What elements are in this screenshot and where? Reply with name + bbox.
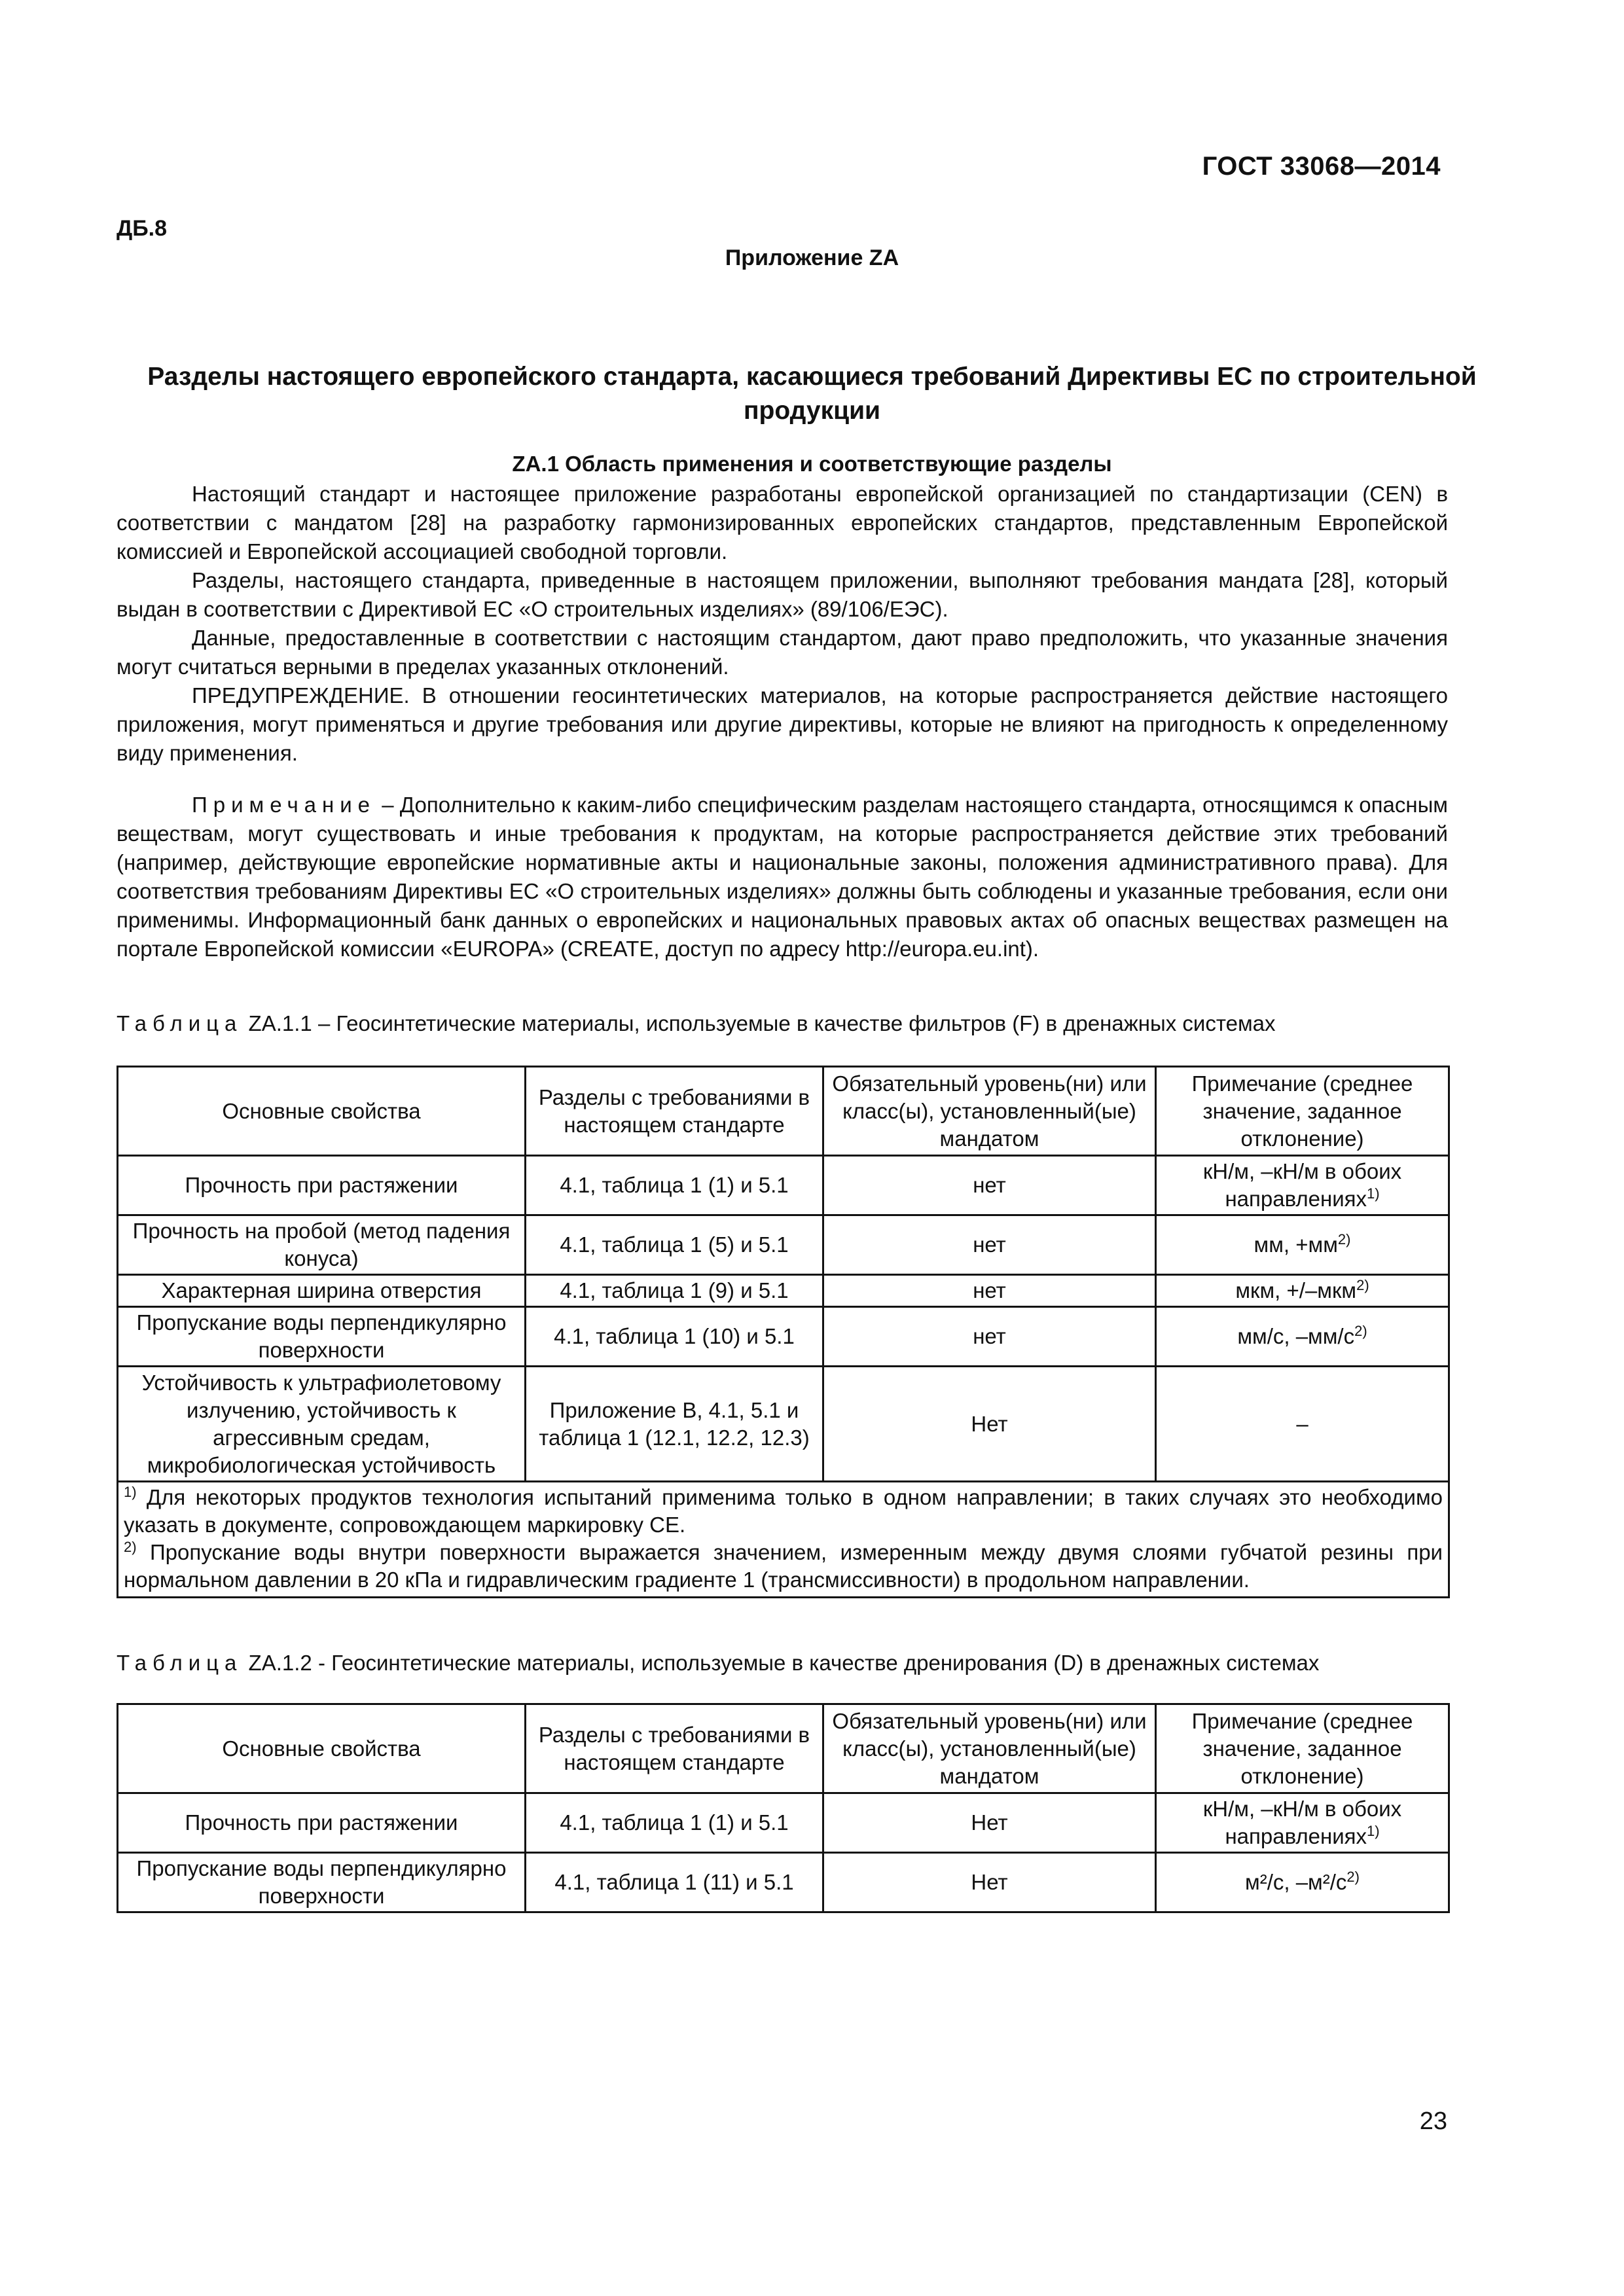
footnote-mark: 1)	[1367, 1185, 1380, 1202]
property-cell: Прочность при растяжении	[118, 1793, 526, 1853]
property-cell: Прочность при растяжении	[118, 1156, 526, 1215]
sections-cell: 4.1, таблица 1 (1) и 5.1	[526, 1156, 823, 1215]
paragraph: ПРЕДУПРЕЖДЕНИЕ. В отношении геосинтетических материалов, на которые распространяется действие настоящего приложения, могут применяться и другие требования или другие директивы, которые не влияют на пригодность к определенному виду применения.	[117, 683, 1448, 765]
level-cell: Нет	[823, 1793, 1156, 1853]
footnote-mark: 1)	[1367, 1823, 1380, 1839]
footnote-mark: 2)	[1354, 1323, 1367, 1339]
note-cell	[1156, 1275, 1449, 1307]
note-cell	[1156, 1215, 1449, 1275]
note-value: кН/м, –кН/м в обоих направлениях	[1202, 1159, 1402, 1211]
level-cell: нет	[823, 1215, 1156, 1275]
header-cell: Примечание (среднее значение, заданное отклонение)	[1156, 1704, 1449, 1793]
paragraph: Данные, предоставленные в соответствии с настоящим стандартом, дают право предположить, что указанные значения могут считаться верными в пределах указанных отклонений.	[117, 626, 1448, 679]
header-cell: Основные свойства	[118, 1704, 526, 1793]
table-row	[118, 1307, 1449, 1367]
note-cell	[1156, 1156, 1449, 1215]
level-cell: нет	[823, 1275, 1156, 1307]
property-cell: Пропускание воды перпендикулярно поверхности	[118, 1853, 526, 1912]
table-1-caption	[117, 1010, 1448, 1037]
table-2-caption	[117, 1649, 1448, 1677]
table-1-label: Таблица	[117, 1011, 243, 1035]
table-1	[117, 1066, 1450, 1598]
note-cell: –	[1156, 1367, 1449, 1482]
footnote	[124, 1539, 1443, 1594]
header-cell: Обязательный уровень(ни) или класс(ы), установленный(ые) мандатом	[823, 1067, 1156, 1156]
note-value: мм, +мм	[1254, 1232, 1338, 1257]
table-row	[118, 1853, 1449, 1912]
table-row	[118, 1793, 1449, 1853]
footnote	[124, 1484, 1443, 1539]
sections-cell: 4.1, таблица 1 (9) и 5.1	[526, 1275, 823, 1307]
note-value: кН/м, –кН/м в обоих направлениях	[1202, 1797, 1402, 1848]
table-footnotes-row	[118, 1482, 1449, 1598]
note-cell	[1156, 1307, 1449, 1367]
header-cell: Примечание (среднее значение, заданное отклонение)	[1156, 1067, 1449, 1156]
table-row	[118, 1275, 1449, 1307]
paragraph: Разделы, настоящего стандарта, приведенные в настоящем приложении, выполняют требования мандата [28], который выдан в соответствии с Директивой ЕС «О строительных изделиях» (89/106/ЕЭС).	[117, 568, 1448, 621]
table-1-caption-text: ZA.1.1 – Геосинтетические материалы, используемые в качестве фильтров (F) в дренажных системах	[242, 1011, 1276, 1035]
footnote-mark: 2)	[1356, 1277, 1369, 1293]
standard-code: ГОСТ 33068—2014	[1202, 152, 1441, 181]
table-2-caption-text: ZA.1.2 - Геосинтетические материалы, используемые в качестве дренирования (D) в дренажных системах	[242, 1651, 1320, 1675]
footnote-mark: 2)	[1337, 1231, 1351, 1247]
table-header-row	[118, 1067, 1449, 1156]
level-cell: нет	[823, 1156, 1156, 1215]
footnotes-cell	[118, 1482, 1449, 1598]
footnote-mark: 1)	[124, 1484, 137, 1500]
table-row	[118, 1367, 1449, 1482]
note-value: м²/с, –м²/с	[1245, 1870, 1347, 1894]
appendix-title: Приложение ZA	[725, 245, 899, 270]
table-header-row	[118, 1704, 1449, 1793]
level-cell: нет	[823, 1307, 1156, 1367]
note-block	[117, 791, 1448, 963]
sections-cell: Приложение B, 4.1, 5.1 и таблица 1 (12.1, 12.2, 12.3)	[526, 1367, 823, 1482]
sections-cell: 4.1, таблица 1 (11) и 5.1	[526, 1853, 823, 1912]
section-heading: ZA.1 Область применения и соответствующие разделы	[512, 452, 1112, 476]
table-row	[118, 1156, 1449, 1215]
paragraphs	[117, 480, 1448, 768]
property-cell: Характерная ширина отверстия	[118, 1275, 526, 1307]
level-cell: Нет	[823, 1853, 1156, 1912]
page-number: 23	[1419, 2108, 1447, 2135]
note-cell	[1156, 1793, 1449, 1853]
header-cell: Основные свойства	[118, 1067, 526, 1156]
header-cell: Обязательный уровень(ни) или класс(ы), установленный(ые) мандатом	[823, 1704, 1156, 1793]
table-row	[118, 1215, 1449, 1275]
footnote-mark: 2)	[124, 1539, 137, 1555]
level-cell: Нет	[823, 1367, 1156, 1482]
note-label: Примечание	[192, 793, 376, 817]
table-2	[117, 1703, 1450, 1913]
footnote-text: Пропускание воды внутри поверхности выражается значением, измеренным между двумя слоями губчатой резины при нормальном давлении в 20 кПа и гидравлическим градиенте 1 (трансмиссивности) в продольном направлении.	[124, 1540, 1443, 1592]
note-cell	[1156, 1853, 1449, 1912]
note-paragraph	[117, 791, 1448, 963]
header-cell: Разделы с требованиями в настоящем стандарте	[526, 1067, 823, 1156]
note-value: мкм, +/–мкм	[1235, 1278, 1357, 1302]
property-cell: Устойчивость к ультрафиолетовому излучению, устойчивость к агрессивным средам, микробиологическая устойчивость	[118, 1367, 526, 1482]
property-cell: Пропускание воды перпендикулярно поверхности	[118, 1307, 526, 1367]
note-text: – Дополнительно к каким-либо специфическим разделам настоящего стандарта, относящимся к опасным веществам, могут существовать и иные требования к продуктам, на которые распространяется действие этих требований (например, действующие европейские нормативные акты и национальные законы, положения административного права). Для соответствия требованиям Директивы ЕС «О строительных изделиях» должны быть соблюдены и указанные требования, если они применимы. Информационный банк данных о европейских и национальных правовых актах об опасных веществах размещен на портале Европейской комиссии «EUROPA» (CREATE, доступ по адресу http://europa.eu.int).	[117, 793, 1448, 961]
footnote-text: Для некоторых продуктов технология испытаний применима только в одном направлении; в таких случаях это необходимо указать в документе, сопровождающем маркировку СЕ.	[124, 1485, 1443, 1537]
paragraph: Настоящий стандарт и настоящее приложение разработаны европейской организацией по стандартизации (CEN) в соответствии с мандатом [28] на разработку гармонизированных европейских стандартов, представленным Европейской комиссией и Европейской ассоциацией свободной торговли.	[117, 482, 1448, 564]
section-label: ДБ.8	[117, 216, 168, 241]
sections-cell: 4.1, таблица 1 (1) и 5.1	[526, 1793, 823, 1853]
property-cell: Прочность на пробой (метод падения конуса)	[118, 1215, 526, 1275]
header-cell: Разделы с требованиями в настоящем стандарте	[526, 1704, 823, 1793]
note-value: мм/с, –мм/с	[1237, 1324, 1355, 1348]
table-2-label: Таблица	[117, 1651, 243, 1675]
sections-cell: 4.1, таблица 1 (5) и 5.1	[526, 1215, 823, 1275]
sections-cell: 4.1, таблица 1 (10) и 5.1	[526, 1307, 823, 1367]
footnote-mark: 2)	[1346, 1869, 1360, 1885]
main-heading: Разделы настоящего европейского стандарта, касающиеся требований Директивы ЕС по строительной продукции	[147, 363, 1477, 425]
